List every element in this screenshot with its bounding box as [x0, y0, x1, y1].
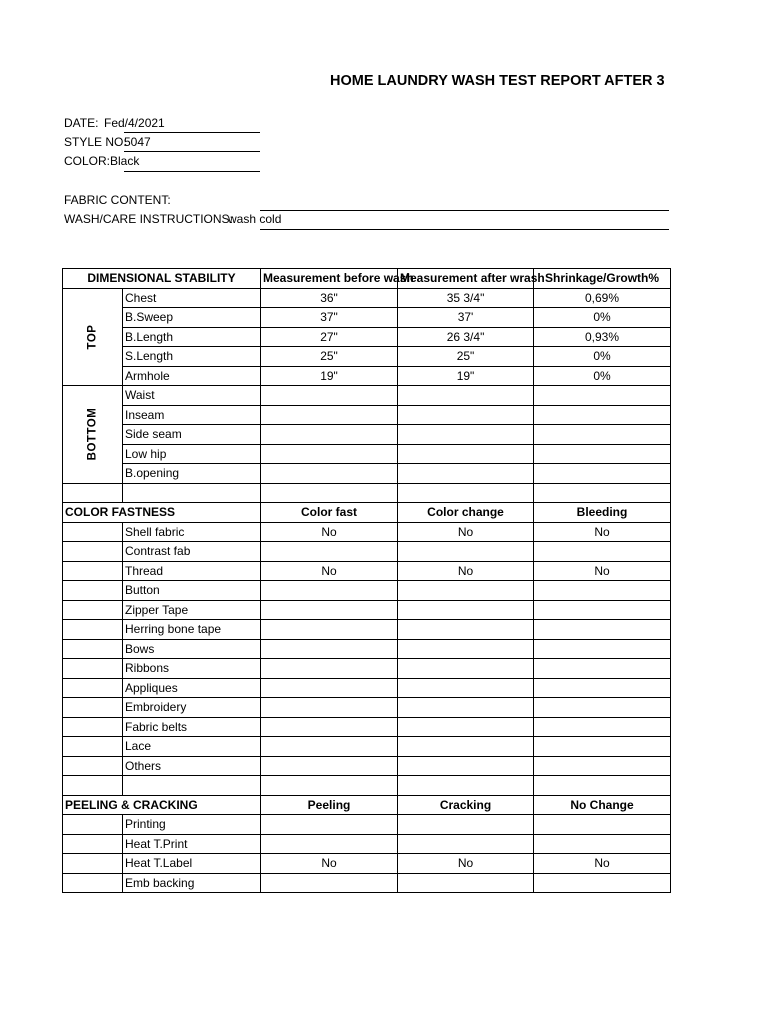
table-row	[63, 581, 671, 601]
fabric-label: FABRIC CONTENT:	[64, 193, 171, 207]
table-cell	[534, 717, 671, 737]
spacer-row	[63, 776, 671, 796]
table-cell: Lace	[123, 737, 261, 757]
table-cell	[261, 717, 398, 737]
table-cell: No	[398, 854, 534, 874]
table-row	[63, 717, 671, 737]
table-cell: Side seam	[123, 425, 261, 445]
wash-test-table	[62, 268, 671, 893]
date-label: DATE:	[64, 116, 99, 130]
measurement-after-header: Measurement after wrash	[398, 269, 534, 289]
table-cell	[398, 600, 534, 620]
table-cell: Shell fabric	[123, 522, 261, 542]
table-cell: B.opening	[123, 464, 261, 484]
fabric-underline	[260, 210, 669, 211]
table-cell	[398, 386, 534, 406]
color-fastness-header: COLOR FASTNESS	[63, 503, 261, 523]
table-row	[63, 386, 671, 406]
style-underline	[124, 151, 260, 152]
table-cell	[398, 815, 534, 835]
table-cell	[398, 425, 534, 445]
table-row	[63, 522, 671, 542]
table-row	[63, 464, 671, 484]
table-cell: Waist	[123, 386, 261, 406]
table-cell	[398, 639, 534, 659]
top-group-label: TOP	[63, 288, 123, 386]
peeling-header-row	[63, 795, 671, 815]
table-cell	[261, 756, 398, 776]
table-cell	[534, 678, 671, 698]
table-cell	[261, 678, 398, 698]
table-cell: Thread	[123, 561, 261, 581]
table-cell	[534, 834, 671, 854]
table-cell: 19"	[261, 366, 398, 386]
table-cell	[398, 834, 534, 854]
table-cell	[261, 659, 398, 679]
table-cell: 19"	[398, 366, 534, 386]
table-cell: Button	[123, 581, 261, 601]
table-row	[63, 542, 671, 562]
table-cell	[398, 464, 534, 484]
table-row	[63, 561, 671, 581]
table-cell	[534, 620, 671, 640]
table-row	[63, 756, 671, 776]
table-cell: No	[261, 522, 398, 542]
table-cell	[261, 542, 398, 562]
table-row	[63, 327, 671, 347]
peeling-header: Peeling	[261, 795, 398, 815]
table-cell: 25"	[261, 347, 398, 367]
table-cell: 0,93%	[534, 327, 671, 347]
color-label: COLOR:	[64, 154, 111, 168]
table-cell: No	[398, 561, 534, 581]
table-cell	[534, 405, 671, 425]
peeling-cracking-header: PEELING & CRACKING	[63, 795, 261, 815]
report-title: HOME LAUNDRY WASH TEST REPORT AFTER 3	[330, 73, 665, 89]
table-row	[63, 678, 671, 698]
shrinkage-header: Shrinkage/Growth%	[534, 269, 671, 289]
table-cell	[534, 542, 671, 562]
table-cell: Zipper Tape	[123, 600, 261, 620]
table-cell: 0%	[534, 366, 671, 386]
table-cell	[261, 444, 398, 464]
table-cell: No	[261, 561, 398, 581]
table-cell: No	[534, 522, 671, 542]
table-cell	[534, 425, 671, 445]
table-cell: No	[398, 522, 534, 542]
table-cell: S.Length	[123, 347, 261, 367]
table-row	[63, 425, 671, 445]
table-cell	[261, 620, 398, 640]
table-cell	[534, 581, 671, 601]
table-cell: Emb backing	[123, 873, 261, 893]
table-cell	[534, 756, 671, 776]
table-row	[63, 600, 671, 620]
table-cell	[534, 600, 671, 620]
table-cell	[534, 444, 671, 464]
table-cell: Inseam	[123, 405, 261, 425]
dimensional-header-row	[63, 269, 671, 289]
wash-row	[64, 210, 282, 229]
table-cell	[261, 581, 398, 601]
table-cell: Heat T.Print	[123, 834, 261, 854]
spacer-row	[63, 483, 671, 503]
date-row	[64, 114, 165, 133]
table-row	[63, 854, 671, 874]
table-cell	[534, 659, 671, 679]
table-cell	[534, 698, 671, 718]
measurement-before-header: Measurement before wash	[261, 269, 398, 289]
style-row	[64, 133, 151, 152]
table-cell	[398, 542, 534, 562]
table-cell: 0%	[534, 347, 671, 367]
table-cell	[261, 639, 398, 659]
no-change-header: No Change	[534, 795, 671, 815]
color-fastness-header-row	[63, 503, 671, 523]
table-cell	[534, 815, 671, 835]
table-row	[63, 873, 671, 893]
table-cell: 37"	[261, 308, 398, 328]
table-cell: Bows	[123, 639, 261, 659]
table-cell	[398, 444, 534, 464]
table-cell	[261, 600, 398, 620]
table-cell: Fabric belts	[123, 717, 261, 737]
table-cell: Heat T.Label	[123, 854, 261, 874]
table-cell: Chest	[123, 288, 261, 308]
table-cell	[398, 756, 534, 776]
cracking-header: Cracking	[398, 795, 534, 815]
style-value: 5047	[124, 135, 151, 149]
table-cell	[398, 659, 534, 679]
bottom-group-label: BOTTOM	[63, 386, 123, 484]
table-cell	[398, 873, 534, 893]
table-cell	[398, 698, 534, 718]
table-cell	[534, 386, 671, 406]
table-cell	[534, 639, 671, 659]
table-cell	[534, 464, 671, 484]
table-row	[63, 815, 671, 835]
color-value: Black	[110, 154, 140, 168]
fabric-row	[64, 191, 171, 210]
wash-value: wash cold	[228, 212, 282, 226]
table-cell: Printing	[123, 815, 261, 835]
table-row	[63, 639, 671, 659]
color-row	[64, 152, 140, 171]
wash-label: WASH/CARE INSTRUCTIONS:	[64, 212, 233, 226]
table-cell: 35 3/4"	[398, 288, 534, 308]
table-row	[63, 366, 671, 386]
table-cell: Embroidery	[123, 698, 261, 718]
table-row	[63, 620, 671, 640]
color-fast-header: Color fast	[261, 503, 398, 523]
table-cell	[261, 737, 398, 757]
table-cell: Contrast fab	[123, 542, 261, 562]
table-cell: 0,69%	[534, 288, 671, 308]
table-row	[63, 659, 671, 679]
table-cell	[398, 620, 534, 640]
table-cell	[398, 581, 534, 601]
table-cell: Ribbons	[123, 659, 261, 679]
table-cell	[261, 464, 398, 484]
table-row	[63, 698, 671, 718]
table-cell	[261, 815, 398, 835]
table-cell: 25"	[398, 347, 534, 367]
table-cell	[261, 386, 398, 406]
table-cell	[534, 873, 671, 893]
table-row	[63, 405, 671, 425]
table-cell: No	[534, 854, 671, 874]
table-cell: No	[534, 561, 671, 581]
table-cell: Others	[123, 756, 261, 776]
color-underline	[124, 171, 260, 172]
table-row	[63, 834, 671, 854]
table-cell	[534, 737, 671, 757]
bleeding-header: Bleeding	[534, 503, 671, 523]
table-row	[63, 444, 671, 464]
table-cell: 27"	[261, 327, 398, 347]
color-change-header: Color change	[398, 503, 534, 523]
table-cell	[398, 405, 534, 425]
table-cell: No	[261, 854, 398, 874]
table-row	[63, 347, 671, 367]
table-cell	[261, 405, 398, 425]
table-cell	[261, 698, 398, 718]
table-cell	[398, 678, 534, 698]
table-cell: 0%	[534, 308, 671, 328]
table-cell: 36"	[261, 288, 398, 308]
date-value: Fed/4/2021	[104, 116, 165, 130]
table-cell	[398, 717, 534, 737]
table-cell: B.Sweep	[123, 308, 261, 328]
style-label: STYLE NO:	[64, 135, 127, 149]
table-cell: Herring bone tape	[123, 620, 261, 640]
table-cell	[261, 834, 398, 854]
table-cell: B.Length	[123, 327, 261, 347]
table-cell	[261, 425, 398, 445]
table-row	[63, 308, 671, 328]
table-cell	[398, 737, 534, 757]
wash-underline	[260, 229, 669, 230]
table-row	[63, 288, 671, 308]
table-cell	[261, 873, 398, 893]
table-cell: 37'	[398, 308, 534, 328]
dimensional-stability-header: DIMENSIONAL STABILITY	[63, 269, 261, 289]
table-cell: Appliques	[123, 678, 261, 698]
table-cell: Low hip	[123, 444, 261, 464]
table-row	[63, 737, 671, 757]
table-cell: Armhole	[123, 366, 261, 386]
table-cell: 26 3/4"	[398, 327, 534, 347]
